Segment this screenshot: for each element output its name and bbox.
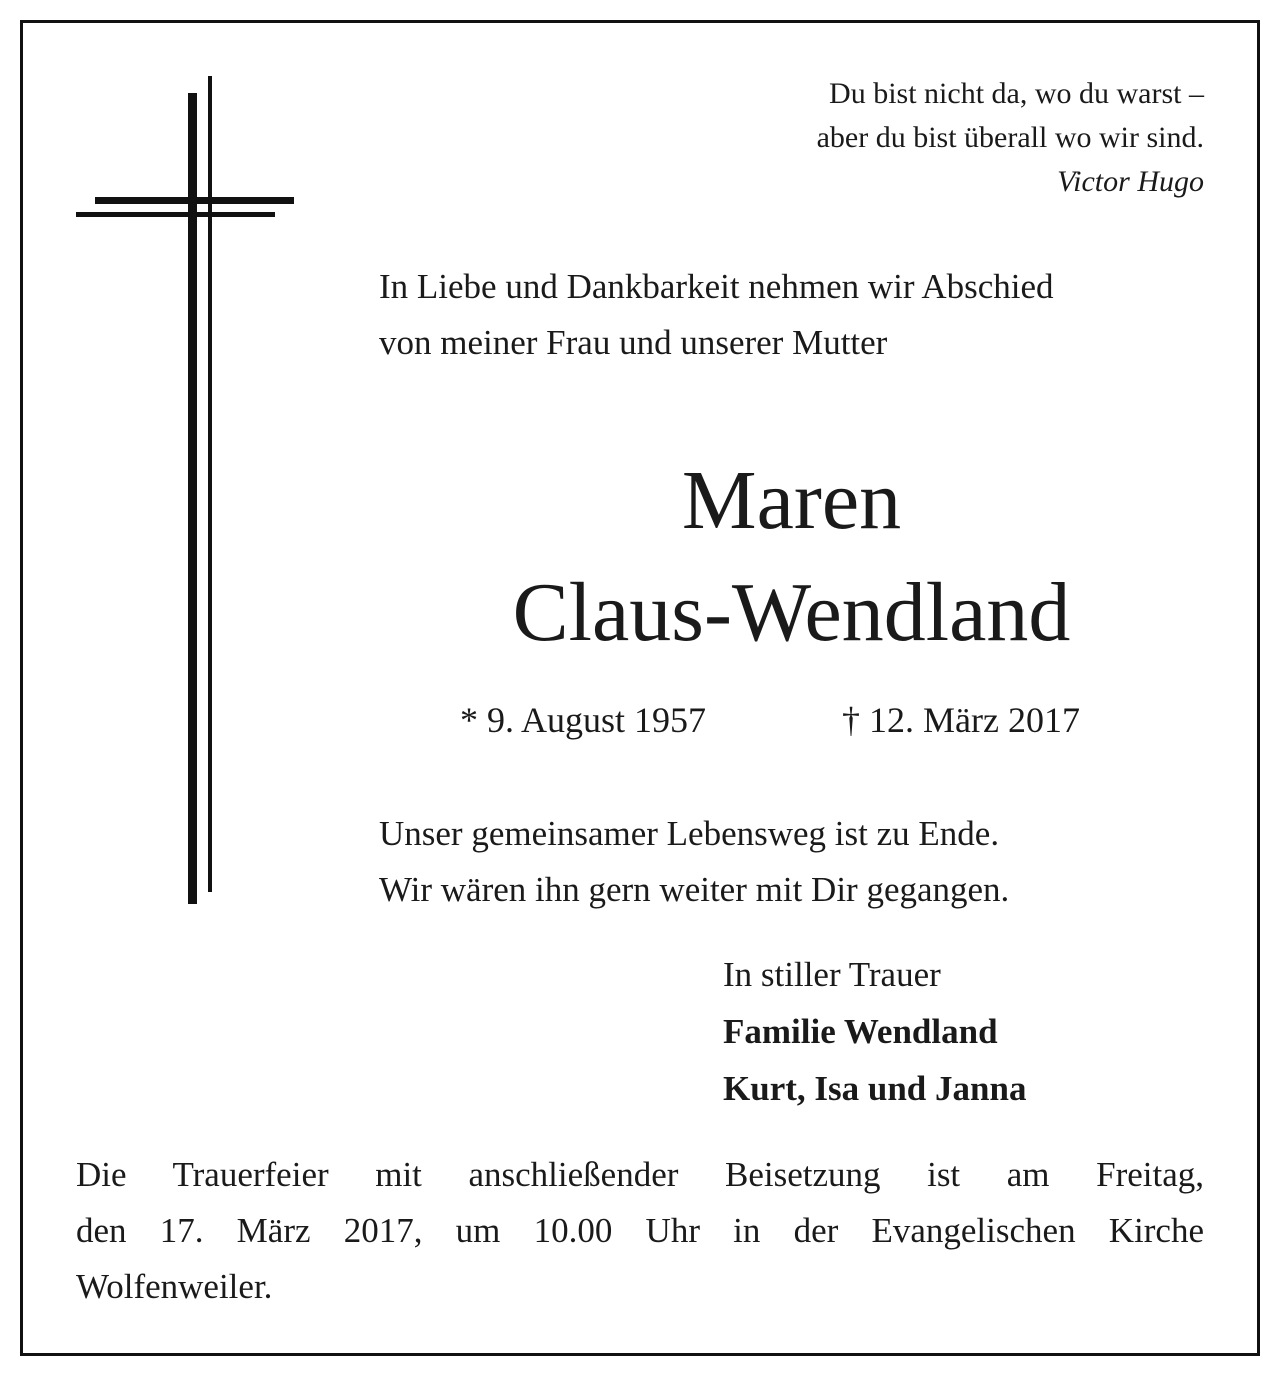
verse-line-1: Unser gemeinsamer Lebensweg ist zu Ende. xyxy=(379,814,1000,853)
mourners-block xyxy=(723,946,1223,1117)
quote-line-2: aber du bist überall wo wir sind. xyxy=(816,121,1204,154)
mourners-intro: In stiller Trauer xyxy=(723,955,941,994)
mourners-names: Kurt, Isa und Janna xyxy=(723,1069,1027,1108)
deceased-last-name: Claus-Wendland xyxy=(512,566,1071,659)
service-line-3: Wolfenweiler. xyxy=(76,1267,273,1306)
deceased-name xyxy=(379,445,1204,669)
funeral-service-info xyxy=(76,1147,1204,1315)
intro-line-2: von meiner Frau und unserer Mutter xyxy=(379,323,888,362)
birth-date: * 9. August 1957 xyxy=(460,700,707,740)
quote-line-1: Du bist nicht da, wo du warst – xyxy=(829,77,1204,110)
cross-horizontal-top xyxy=(95,197,294,204)
mourners-family: Familie Wendland xyxy=(723,1012,998,1051)
deceased-first-name: Maren xyxy=(681,454,902,547)
death-date: † 12. März 2017 xyxy=(842,700,1080,740)
epigraph-quote xyxy=(644,72,1204,204)
service-line-2: den 17. März 2017, um 10.00 Uhr in der Evangelischen Kirche xyxy=(76,1211,1204,1250)
intro-text xyxy=(379,259,1229,371)
memorial-verse xyxy=(379,806,1229,918)
quote-author: Victor Hugo xyxy=(1057,165,1204,198)
cross-horizontal-bottom xyxy=(76,212,275,217)
intro-line-1: In Liebe und Dankbarkeit nehmen wir Abschied xyxy=(379,267,1054,306)
service-line-1: Die Trauerfeier mit anschließender Beisetzung ist am Freitag, xyxy=(76,1155,1204,1194)
verse-line-2: Wir wären ihn gern weiter mit Dir gegangen. xyxy=(379,870,1010,909)
